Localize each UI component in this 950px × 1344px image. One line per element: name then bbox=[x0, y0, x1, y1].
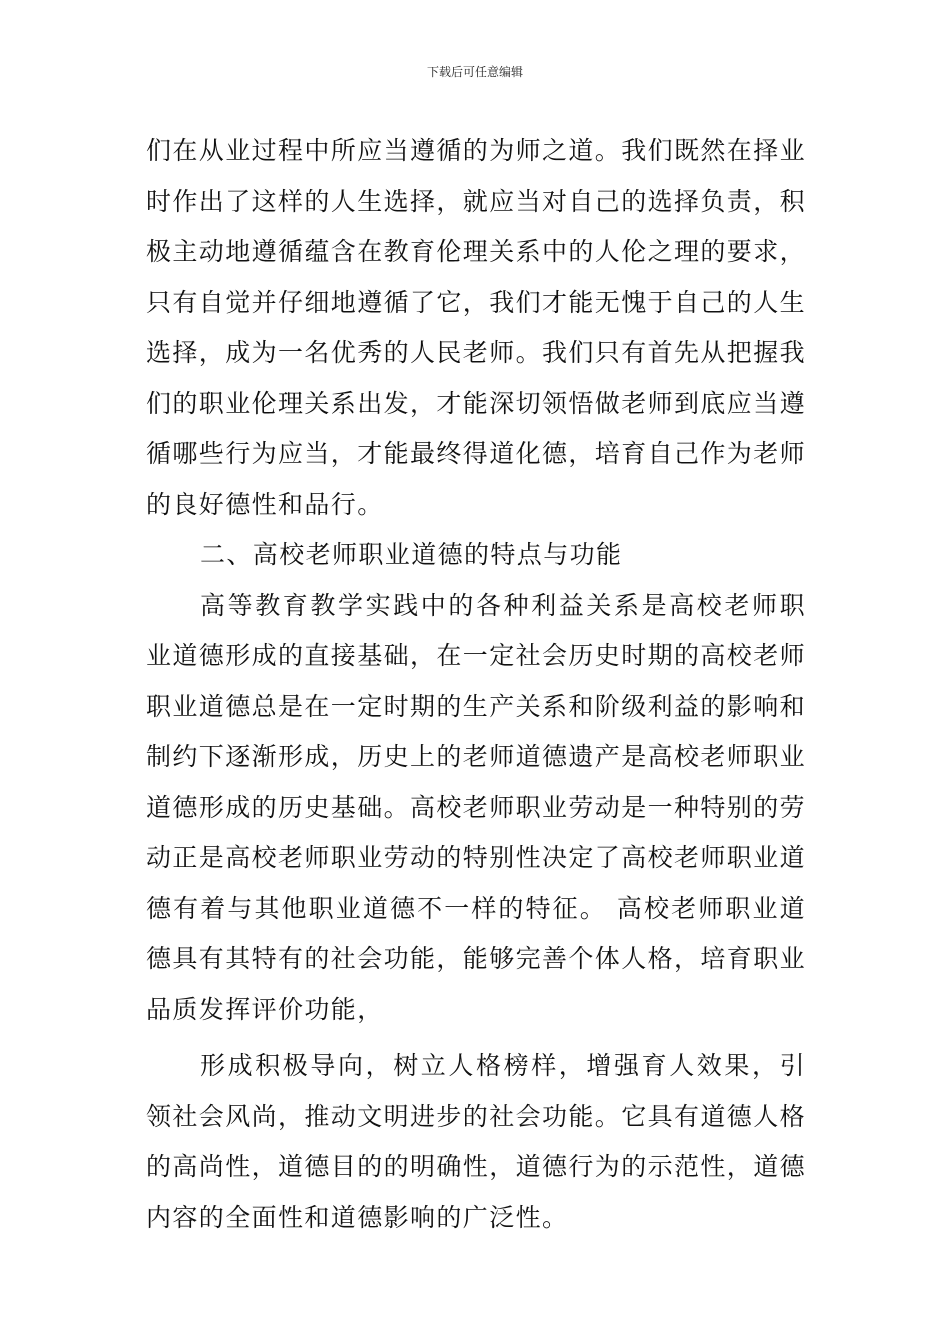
document-body bbox=[146, 126, 806, 1243]
paragraph-foundation: 高等教育教学实践中的各种利益关系是高校老师职业道德形成的直接基础，在一定社会历史时期的高校老师职业道德总是在一定时期的生产关系和阶级利益的影响和制约下逐渐形成，历史上的老师道德遗产是高校老师职业道德形成的历史基础。高校老师职业劳动是一种特别的劳动正是高校老师职业劳动的特别性决定了高校老师职业道德有着与其他职业道德不一样的特征。 高校老师职业道德具有其特有的社会功能，能够完善个体人格，培育职业品质发挥评价功能， bbox=[146, 590, 807, 1024]
paragraph-functions: 形成积极导向，树立人格榜样，增强育人效果，引领社会风尚，推动文明进步的社会功能。它具有道德人格的高尚性，道德目的的明确性，道德行为的示范性，道德内容的全面性和道德影响的广泛性。 bbox=[146, 1051, 807, 1232]
page-header: 下载后可任意编辑 bbox=[426, 65, 523, 79]
paragraph-continuation: 们在从业过程中所应当遵循的为师之道。我们既然在择业时作出了这样的人生选择，就应当对自己的选择负责，积极主动地遵循蕴含在教育伦理关系中的人伦之理的要求，只有自觉并仔细地遵循了它，我们才能无愧于自己的人生选择，成为一名优秀的人民老师。我们只有首先从把握我们的职业伦理关系出发，才能深切领悟做老师到底应当遵循哪些行为应当，才能最终得道化德，培育自己作为老师的良好德性和品行。 bbox=[146, 136, 807, 519]
section-heading: 二、高校老师职业道德的特点与功能 bbox=[200, 540, 623, 569]
